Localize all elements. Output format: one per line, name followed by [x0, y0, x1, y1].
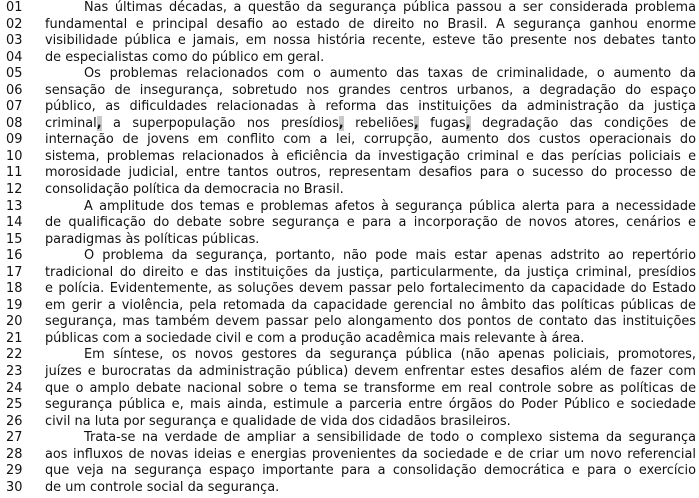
line-text: paradigmas às políticas públicas.: [45, 231, 260, 247]
line-text: Em síntese, os novos gestores da segurança pública (não apenas policiais, promotores,: [84, 347, 696, 363]
text-line: [0, 33, 699, 50]
highlighted-comma[interactable]: ,: [96, 115, 102, 131]
text-line: [0, 298, 699, 315]
line-text: de especialistas como do público em geral.: [45, 49, 325, 65]
highlighted-comma[interactable]: ,: [465, 115, 471, 131]
line-text: A amplitude dos temas e problemas afetos à segurança pública alerta para a necessidade: [84, 198, 696, 214]
text-segment: fugas: [418, 115, 466, 131]
text-line: [0, 83, 699, 100]
line-number: 03: [6, 33, 23, 49]
line-text: aos influxos de novas ideias e energias provenientes da sociedade e de criar um novo referencial: [45, 446, 696, 462]
line-number: 22: [6, 347, 23, 363]
line-number: 16: [6, 248, 23, 264]
line-text: que o amplo debate nacional sobre o tema se transforme em real controle sobre as políticas de: [45, 380, 696, 396]
line-text: [45, 116, 696, 133]
line-text: fundamental e principal desafio ao estado de direito no Brasil. A segurança ganhou enorme: [45, 16, 696, 32]
text-line: [0, 116, 699, 133]
line-text: tradicional do direito e das instituições da justiça, particularmente, da justiça criminal, presídios: [45, 264, 696, 280]
text-line: [0, 165, 699, 182]
line-number: 02: [6, 16, 23, 32]
line-number: 06: [6, 82, 23, 98]
line-text: sistema, problemas relacionados à eficiência da investigação criminal e das perícias policiais e: [45, 148, 696, 164]
line-text: sensação de insegurança, sobretudo nos grandes centros urbanos, a degradação do espaço: [45, 82, 696, 98]
text-line: [0, 314, 699, 331]
line-number: 29: [6, 463, 23, 479]
text-line: [0, 0, 699, 17]
text-line: [0, 397, 699, 414]
line-number: 21: [6, 330, 23, 346]
line-number: 23: [6, 364, 23, 380]
line-number: 10: [6, 148, 23, 164]
highlighted-comma[interactable]: ,: [338, 115, 344, 131]
line-text: e polícia. Evidentemente, as soluções devem passar pelo fortalecimento da capacidade do Estado: [45, 281, 696, 297]
line-number: 14: [6, 215, 23, 231]
line-number: 17: [6, 264, 23, 280]
text-line: [0, 17, 699, 34]
text-line: [0, 99, 699, 116]
highlighted-comma[interactable]: ,: [413, 115, 419, 131]
line-number: 27: [6, 430, 23, 446]
text-line: [0, 265, 699, 282]
line-number: 15: [6, 231, 23, 247]
line-text: internação de jovens em conflito com a lei, corrupção, aumento dos custos operacionais do: [45, 132, 696, 148]
line-text: Nas últimas décadas, a questão da segurança pública passou a ser considerada problema: [84, 0, 696, 15]
line-number: 25: [6, 397, 23, 413]
line-text: segurança pública e, mais ainda, estimule a parceria entre órgãos do Poder Público e sociedade: [45, 397, 696, 413]
text-line: [0, 281, 699, 298]
text-line: [0, 66, 699, 83]
text-segment: a superpopulação nos presídios: [101, 115, 339, 131]
line-text: morosidade judicial, entre tantos outros, representam desafios para o sucesso do processo de: [45, 165, 696, 181]
text-line: [0, 248, 699, 265]
line-number: 26: [6, 413, 23, 429]
line-text: Os problemas relacionados com o aumento das taxas de criminalidade, o aumento da: [84, 66, 696, 82]
line-number: 05: [6, 66, 23, 82]
line-number: 28: [6, 446, 23, 462]
line-text: que veja na segurança espaço importante para a consolidação democrática e para o exercício: [45, 463, 696, 479]
line-number: 09: [6, 132, 23, 148]
text-line: [0, 199, 699, 216]
text-line: [0, 364, 699, 381]
line-text: Trata-se na verdade de ampliar a sensibilidade de todo o complexo sistema da segurança: [84, 430, 696, 446]
text-line: [0, 414, 699, 431]
text-line: [0, 347, 699, 364]
text-line: [0, 232, 699, 249]
text-line: [0, 182, 699, 199]
text-line: [0, 480, 699, 497]
text-line: [0, 149, 699, 166]
line-number: 18: [6, 281, 23, 297]
text-line: [0, 430, 699, 447]
line-text: visibilidade pública e jamais, em nossa história recente, esteve tão presente nos debates tanto: [45, 33, 696, 49]
line-number: 08: [6, 115, 23, 131]
line-number: 01: [6, 0, 23, 15]
line-number: 11: [6, 165, 23, 181]
line-number: 07: [6, 99, 23, 115]
text-line: [0, 132, 699, 149]
line-number: 19: [6, 297, 23, 313]
line-number: 30: [6, 479, 23, 495]
line-number: 13: [6, 198, 23, 214]
line-text: civil na luta por segurança e qualidade de vida dos cidadãos brasileiros.: [45, 413, 511, 429]
line-text: em gerir a violência, pela retomada da capacidade gerencial no âmbito das políticas públicas de: [45, 297, 696, 313]
line-text: O problema da segurança, portanto, não pode mais estar apenas adstrito ao repertório: [84, 248, 696, 264]
text-line: [0, 215, 699, 232]
line-number: 12: [6, 182, 23, 198]
text-segment: criminal: [45, 115, 97, 131]
line-number: 20: [6, 314, 23, 330]
text-segment: rebeliões: [343, 115, 414, 131]
line-text: consolidação política da democracia no Brasil.: [45, 182, 344, 198]
text-line: [0, 50, 699, 67]
text-segment: degradação das condições de: [470, 115, 697, 131]
line-text: juízes e burocratas da administração pública) devem enfrentar estes desafios além de fazer com: [45, 364, 696, 380]
line-text: público, as dificuldades relacionadas à reforma das instituições da administração da justiça: [45, 99, 696, 115]
line-text: segurança, mas também devem passar pelo alongamento dos pontos de contato das instituições: [45, 314, 696, 330]
text-line: [0, 381, 699, 398]
line-number: 04: [6, 49, 23, 65]
line-text: públicas com a sociedade civil e com a produção acadêmica mais relevante à área.: [45, 330, 585, 346]
line-text: de um controle social da segurança.: [45, 479, 280, 495]
text-line: [0, 447, 699, 464]
text-line: [0, 463, 699, 480]
line-text: de qualificação do debate sobre segurança e para a incorporação de novos atores, cenários e: [45, 215, 696, 231]
line-number: 24: [6, 380, 23, 396]
text-line: [0, 331, 699, 348]
